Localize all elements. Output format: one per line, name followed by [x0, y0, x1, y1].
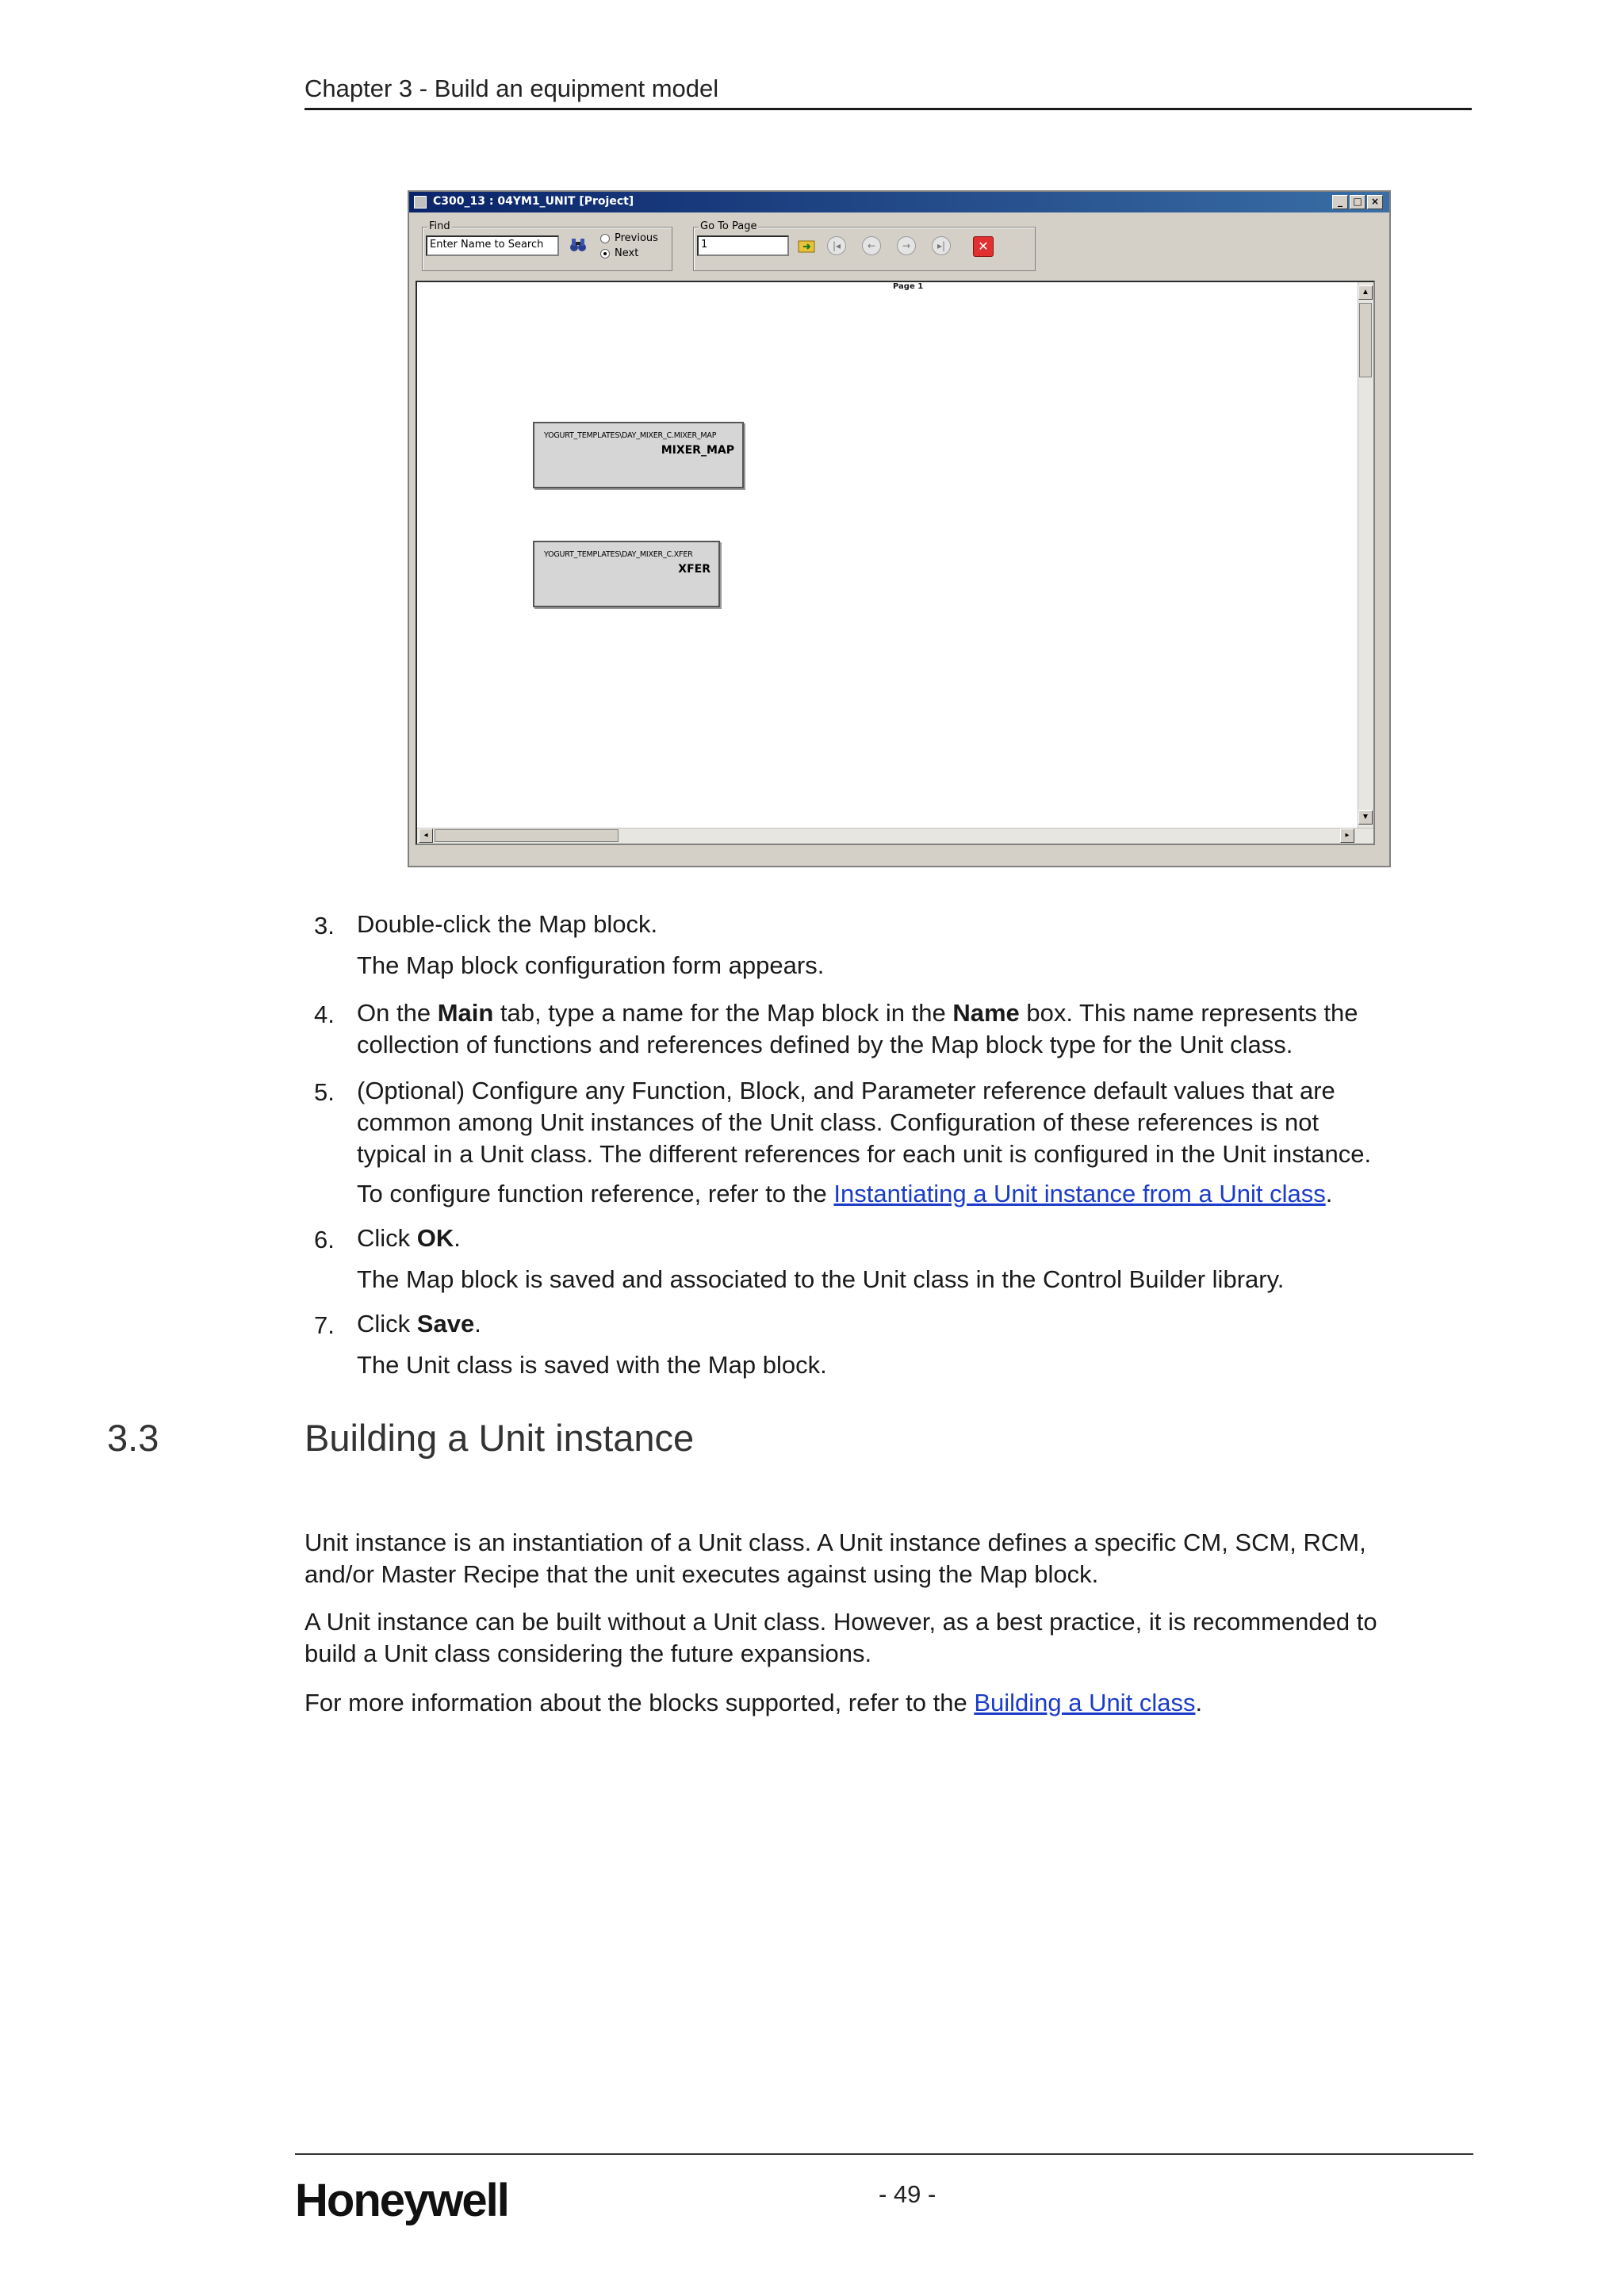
- step-5-line1: (Optional) Configure any Function, Block, and Parameter reference default values that are: [357, 1077, 1335, 1104]
- section-title: Building a Unit instance: [304, 1417, 695, 1459]
- scroll-down-icon[interactable]: ▼: [1358, 810, 1373, 825]
- vertical-scroll-thumb[interactable]: [1359, 303, 1372, 377]
- header-divider: [304, 108, 1472, 110]
- text-run: .: [454, 1224, 461, 1252]
- find-group-label: Find: [429, 220, 450, 232]
- text-run: tab, type a name for the Map block in the: [493, 999, 953, 1027]
- scroll-left-icon[interactable]: ◂: [419, 828, 433, 843]
- block-path: YOGURT_TEMPLATES\DAY_MIXER_C.XFER: [544, 550, 693, 559]
- step-number: 4.: [314, 1001, 335, 1028]
- maximize-button[interactable]: □: [1350, 195, 1365, 209]
- ui-term-name: Name: [952, 999, 1020, 1027]
- binoculars-icon[interactable]: [569, 235, 588, 254]
- step-number: 3.: [314, 912, 335, 939]
- text-run: .: [1325, 1180, 1333, 1207]
- block-name: MIXER_MAP: [661, 444, 734, 457]
- step-7-result: The Unit class is saved with the Map block.: [357, 1351, 827, 1379]
- prev-page-icon[interactable]: ←: [862, 236, 881, 255]
- paragraph-1-line1: Unit instance is an instantiation of a Unit class. A Unit instance defines a specific CM, SCM, RCM,: [304, 1529, 1366, 1556]
- find-name-input[interactable]: Enter Name to Search: [426, 235, 559, 256]
- app-icon: [414, 196, 427, 209]
- block-path: YOGURT_TEMPLATES\DAY_MIXER_C.MIXER_MAP: [544, 431, 717, 440]
- next-page-icon[interactable]: →: [897, 236, 916, 255]
- ui-term-save: Save: [416, 1310, 475, 1337]
- map-block-xfer[interactable]: [533, 541, 720, 607]
- step-number: 7.: [314, 1311, 335, 1339]
- step-6-result: The Map block is saved and associated to the Unit class in the Control Builder library.: [357, 1265, 1285, 1293]
- last-page-icon[interactable]: ▸|: [932, 236, 951, 255]
- scroll-right-icon[interactable]: ▸: [1340, 828, 1354, 843]
- previous-label: Previous: [615, 232, 658, 244]
- text-run: .: [474, 1310, 481, 1337]
- block-name: XFER: [678, 563, 710, 576]
- building-unit-class-link[interactable]: Building a Unit class: [974, 1689, 1196, 1716]
- step-3-result: The Map block configuration form appears.: [357, 951, 825, 979]
- step-5-reference: [357, 1178, 1332, 1210]
- minimize-button[interactable]: _: [1332, 195, 1348, 209]
- section-number: 3.3: [107, 1417, 159, 1459]
- close-window-button[interactable]: ×: [1367, 195, 1383, 209]
- horizontal-scroll-thumb[interactable]: [435, 829, 619, 842]
- page-indicator: Page 1: [893, 282, 924, 291]
- vertical-scrollbar[interactable]: [1358, 282, 1373, 844]
- text-run: To configure function reference, refer to the: [357, 1180, 834, 1207]
- honeywell-logo: Honeywell: [295, 2175, 508, 2226]
- ui-term-ok: OK: [416, 1224, 454, 1252]
- first-page-icon[interactable]: |◂: [827, 236, 846, 255]
- chapter-header: Chapter 3 - Build an equipment model: [304, 75, 719, 102]
- goto-group-label: Go To Page: [700, 220, 757, 232]
- scroll-up-icon[interactable]: ▲: [1358, 285, 1373, 300]
- next-label: Next: [615, 247, 639, 259]
- horizontal-scrollbar[interactable]: [417, 828, 1373, 844]
- step-3-text: Double-click the Map block.: [357, 910, 658, 938]
- step-6-text: [357, 1223, 461, 1254]
- step-5-line2: common among Unit instances of the Unit class. Configuration of these references is not: [357, 1108, 1320, 1136]
- window-titlebar: [409, 192, 1389, 212]
- text-run: box. This name represents the: [1019, 999, 1358, 1027]
- chart-canvas[interactable]: [416, 281, 1375, 845]
- previous-radio[interactable]: [600, 234, 610, 243]
- text-run: Click: [357, 1310, 417, 1337]
- control-builder-window: [408, 190, 1391, 867]
- goto-page-input[interactable]: 1: [697, 235, 789, 256]
- step-number: 5.: [314, 1078, 335, 1106]
- step-4-text: [357, 997, 1358, 1029]
- text-run: For more information about the blocks supported, refer to the: [304, 1689, 975, 1716]
- text-run: .: [1195, 1689, 1203, 1716]
- step-4-text-line2: collection of functions and references defined by the Map block type for the Unit class.: [357, 1031, 1293, 1058]
- go-icon[interactable]: [797, 237, 818, 254]
- ui-term-main: Main: [437, 999, 494, 1027]
- step-number: 6.: [314, 1226, 335, 1253]
- map-block-mixer-map[interactable]: [533, 422, 744, 488]
- paragraph-3: [304, 1687, 1202, 1719]
- page-number: - 49 -: [879, 2180, 936, 2208]
- step-7-text: [357, 1308, 481, 1340]
- window-title: C300_13 : 04YM1_UNIT [Project]: [433, 195, 634, 208]
- footer-divider: [295, 2153, 1473, 2155]
- instantiating-unit-link[interactable]: Instantiating a Unit instance from a Unit class: [833, 1180, 1326, 1207]
- step-5-line3: typical in a Unit class. The different references for each unit is configured in the Unit instance.: [357, 1140, 1372, 1168]
- next-radio[interactable]: [600, 249, 610, 258]
- goto-page-group: [693, 220, 1036, 271]
- close-red-icon[interactable]: ✕: [973, 236, 994, 257]
- paragraph-2-line2: build a Unit class considering the future expansions.: [304, 1640, 872, 1667]
- find-group: [422, 220, 672, 271]
- paragraph-1-line2: and/or Master Recipe that the unit executes against using the Map block.: [304, 1560, 1099, 1588]
- text-run: Click: [357, 1224, 417, 1252]
- paragraph-2-line1: A Unit instance can be built without a Unit class. However, as a best practice, it is recommended to: [304, 1608, 1377, 1636]
- text-run: On the: [357, 999, 438, 1027]
